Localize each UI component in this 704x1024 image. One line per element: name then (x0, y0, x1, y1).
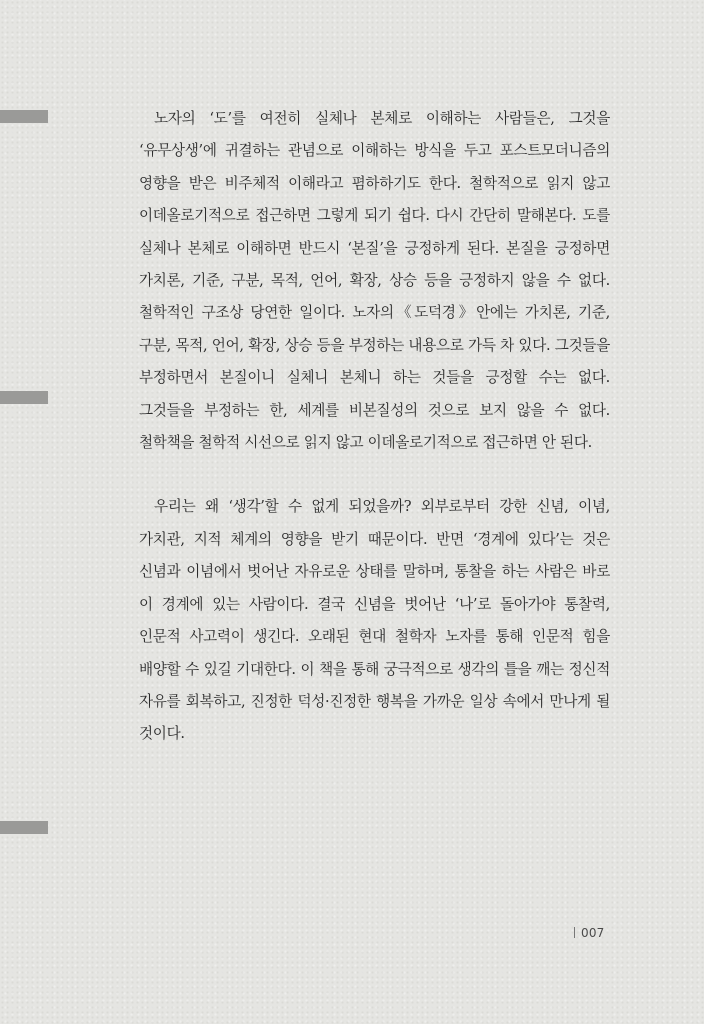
paragraph-1: 노자의 ‘도’를 여전히 실체나 본체로 이해하는 사람들은, 그것을 ‘유무상생’에 귀결하는 관념으로 이해하는 방식을 두고 포스트모더니즘의 영향을 받은 비주체적 이해라고 폄하하기도 한다. 철학적으로 읽지 않고 이데올로기적으로 접근하면 그렇게 되기 쉽다. 다시 간단히 말해본다. 도를 실체나 본체로 이해하면 반드시 ‘본질’을 긍정하게 된다. 본질을 긍정하면 가치론, 기준, 구분, 목적, 언어, 확장, 상승 등을 긍정하지 않을 수 없다. 철학적인 구조상 당연한 일이다. 노자의《도덕경》안에는 가치론, 기준, 구분, 목적, 언어, 확장, 상승 등을 부정하는 내용으로 가득 차 있다. 그것들을 부정하면서 본질이니 실체니 본체니 하는 것들을 긍정할 수는 없다. 그것들을 부정하는 한, 세계를 비본질성의 것으로 보지 않을 수 없다. 철학책을 철학적 시선으로 읽지 않고 이데올로기적으로 접근하면 안 된다. (139, 110, 610, 452)
page-number: 007 (581, 926, 605, 940)
page-footer (574, 926, 605, 940)
paragraph-2: 우리는 왜 ‘생각’할 수 없게 되었을까? 외부로부터 강한 신념, 이념, 가치관, 지적 체계의 영향을 받기 때문이다. 반면 ‘경계에 있다’는 것은 신념과 이념에서 벗어난 자유로운 상태를 말하며, 통찰을 하는 사람은 바로 이 경계에 있는 사람이다. 결국 신념을 벗어난 ‘나’로 돌아가야 통찰력, 인문적 사고력이 생긴다. 오래된 현대 철학자 노자를 통해 인문적 힘을 배양할 수 있길 기대한다. 이 책을 통해 궁극적으로 생각의 틀을 깨는 정신적 자유를 회복하고, 진정한 덕성·진정한 행복을 가까운 일상 속에서 만나게 될 것이다. (139, 498, 610, 743)
margin-tab-marker (0, 110, 48, 123)
body-text (139, 103, 610, 751)
margin-tab-marker (0, 391, 48, 404)
footer-divider (574, 927, 575, 938)
margin-tab-marker (0, 821, 48, 834)
